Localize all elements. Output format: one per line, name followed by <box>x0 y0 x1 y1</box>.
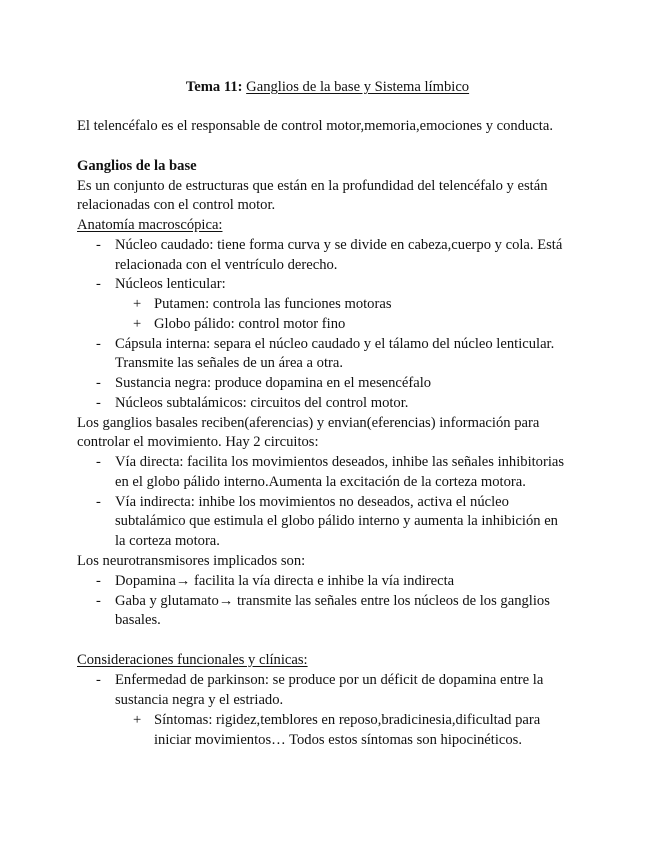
dash-bullet: - <box>96 237 101 253</box>
list-item: Núcleos subtalámicos: circuitos del control motor. <box>115 395 409 411</box>
list-item-continuation: subtalámico que estimula el globo pálido interno y aumenta la inhibición en <box>115 513 558 529</box>
dash-bullet: - <box>96 395 101 411</box>
list-item: Vía directa: facilita los movimientos deseados, inhibe las señales inhibitorias <box>115 454 565 470</box>
list-item-continuation: Transmite las señales de un área a otra. <box>115 355 344 371</box>
dash-bullet: - <box>96 276 101 292</box>
list-item: Cápsula interna: separa el núcleo caudado y el tálamo del núcleo lenticular. <box>115 336 555 352</box>
plus-bullet: + <box>133 296 142 312</box>
dash-bullet: - <box>96 454 101 470</box>
plus-bullet: + <box>133 316 142 332</box>
list-item-continuation: sustancia negra y el estriado. <box>115 692 284 708</box>
sub-list-item: Síntomas: rigidez,temblores en reposo,bradicinesia,dificultad para <box>154 712 541 728</box>
list-item-continuation: basales. <box>115 612 161 628</box>
dash-bullet: - <box>96 593 101 609</box>
definition-line-1: Es un conjunto de estructuras que están en la profundidad del telencéfalo y están <box>77 178 548 194</box>
list-item-continuation: la corteza motora. <box>115 533 220 549</box>
circuits-line-2: controlar el movimiento. Hay 2 circuitos: <box>77 434 319 450</box>
circuits-line-1: Los ganglios basales reciben(aferencias) y envian(eferencias) información para <box>77 415 540 431</box>
list-item-continuation: en el globo pálido interno.Aumenta la excitación de la corteza motora. <box>115 474 526 490</box>
list-item: Núcleo caudado: tiene forma curva y se divide en cabeza,cuerpo y cola. Está <box>115 237 563 253</box>
dash-bullet: - <box>96 494 101 510</box>
list-item-continuation: relacionada con el ventrículo derecho. <box>115 257 338 273</box>
list-item: Dopamina→ facilita la vía directa e inhibe la vía indirecta <box>115 573 455 589</box>
intro-paragraph: El telencéfalo es el responsable de control motor,memoria,emociones y conducta. <box>77 118 553 134</box>
dash-bullet: - <box>96 573 101 589</box>
dash-bullet: - <box>96 375 101 391</box>
title-main: Ganglios de la base y Sistema límbico <box>246 79 470 95</box>
dash-bullet: - <box>96 672 101 688</box>
definition-line-2: relacionadas con el control motor. <box>77 197 276 213</box>
page-title <box>0 77 655 97</box>
title-prefix: Tema 11: <box>185 79 243 95</box>
plus-bullet: + <box>133 712 142 728</box>
list-item: Sustancia negra: produce dopamina en el mesencéfalo <box>115 375 432 391</box>
sub-list-item: Putamen: controla las funciones motoras <box>154 296 392 312</box>
section-heading: Ganglios de la base <box>77 158 197 174</box>
list-item: Vía indirecta: inhibe los movimientos no deseados, activa el núcleo <box>115 494 509 510</box>
dash-bullet: - <box>96 336 101 352</box>
list-item: Gaba y glutamato→ transmite las señales entre los núcleos de los ganglios <box>115 593 550 609</box>
list-item: Núcleos lenticular: <box>115 276 226 292</box>
anatomy-heading: Anatomía macroscópica: <box>77 217 223 233</box>
neuro-intro: Los neurotransmisores implicados son: <box>77 553 306 569</box>
list-item: Enfermedad de parkinson: se produce por un déficit de dopamina entre la <box>115 672 544 688</box>
clinical-heading: Consideraciones funcionales y clínicas: <box>77 652 308 668</box>
sub-list-item: Globo pálido: control motor fino <box>154 316 346 332</box>
sub-list-item-continuation: iniciar movimientos… Todos estos síntomas son hipocinéticos. <box>154 732 522 748</box>
